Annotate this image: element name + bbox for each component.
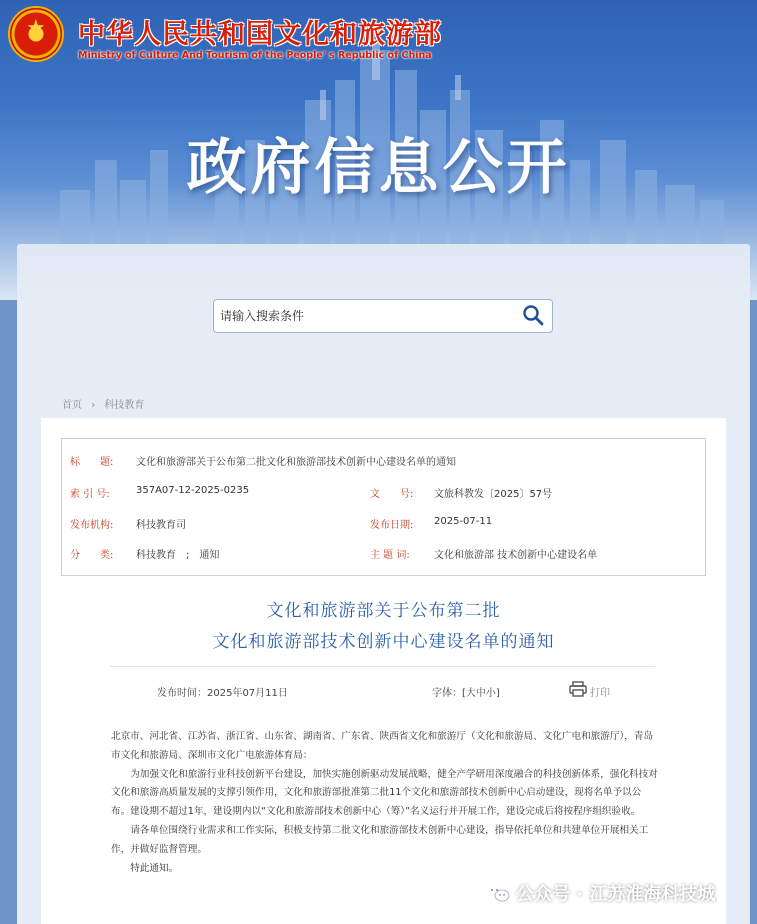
search-bar <box>213 299 553 333</box>
meta-docno-value: 文旅科教发〔2025〕57号 <box>434 489 553 500</box>
meta-subject-label: 主 题 词: <box>370 550 410 561</box>
meta-title-label: 标 题: <box>70 457 114 468</box>
chevron-right-icon: › <box>91 400 96 411</box>
wechat-watermark <box>486 880 715 906</box>
article-body <box>111 728 659 878</box>
search-input[interactable] <box>214 300 514 332</box>
article-title-line1: 文化和旅游部关于公布第二批 <box>266 601 501 621</box>
meta-index-value: 357A07-12-2025-0235 <box>136 485 250 496</box>
meta-row-title <box>62 453 705 483</box>
title-divider <box>110 666 655 667</box>
article-title-line2: 文化和旅游部技术创新中心建设名单的通知 <box>212 632 555 652</box>
search-button[interactable] <box>518 302 548 330</box>
breadcrumb-home-link[interactable]: 首页 <box>62 400 82 411</box>
closing-paragraph: 特此通知。 <box>130 862 179 874</box>
meta-subject-value: 文化和旅游部 技术创新中心建设名单 <box>434 550 598 561</box>
publish-date: 发布时间：2025年07月11日 <box>157 688 288 699</box>
meta-date-label: 发布日期: <box>370 520 414 531</box>
metadata-table <box>61 438 706 576</box>
meta-docno-label: 文 号: <box>370 489 414 500</box>
breadcrumb-current-link[interactable]: 科技教育 <box>104 400 145 411</box>
meta-index-label: 索 引 号: <box>70 489 110 500</box>
wechat-icon <box>486 883 510 903</box>
meta-row-org <box>62 516 705 546</box>
font-size-selector[interactable]: 字体：[大中小] <box>432 688 500 699</box>
meta-org-value: 科技教育司 <box>136 520 186 531</box>
ministry-name-en: Ministry of Culture And Tourism of the People' s Republic of China <box>78 50 432 61</box>
meta-date-value: 2025-07-11 <box>434 516 493 527</box>
watermark-text: 公众号 · 江苏淮海科技城 <box>516 884 716 905</box>
meta-org-label: 发布机构: <box>70 520 114 531</box>
printer-icon[interactable] <box>569 681 587 697</box>
meta-category-label: 分 类: <box>70 550 114 561</box>
meta-category-value: 科技教育 ; 通知 <box>136 550 220 561</box>
meta-title-value: 文化和旅游部关于公布第二批文化和旅游部技术创新中心建设名单的通知 <box>136 457 456 468</box>
search-icon <box>522 304 544 326</box>
national-emblem-logo: ★ <box>8 6 64 62</box>
meta-row-index <box>62 485 705 515</box>
body-paragraph: 请各单位围绕行业需求和工作实际，积极支持第二批文化和旅游部技术创新中心建设，指导依托单位和共建单位开展相关工作，并做好监督管理。 <box>111 824 649 855</box>
hero-title: 政府信息公开 <box>186 133 571 203</box>
meta-row-category <box>62 546 705 576</box>
ministry-name-cn: 中华人民共和国文化和旅游部 <box>78 19 442 50</box>
body-paragraph: 为加强文化和旅游行业科技创新平台建设，加快实施创新驱动发展战略，健全产学研用深度融合的科技创新体系，强化科技对文化和旅游高质量发展的支撑引领作用，文化和旅游部批准第二批11个文化和旅游部技术创新中心启动建设，现将名单予以公布。建设期不超过1年，建设期内以“文化和旅游部技术创新中心（筹）”名义运行并开展工作，建设完成后将按程序组织验收。 <box>111 768 658 818</box>
breadcrumb <box>62 396 150 411</box>
print-link[interactable]: 打印 <box>590 688 610 699</box>
salutation-paragraph: 北京市、河北省、江苏省、浙江省、山东省、湖南省、广东省、陕西省文化和旅游厅（文化和旅游局、文化广电和旅游厅），青岛市文化和旅游局、深圳市文化广电旅游体育局： <box>111 731 654 761</box>
